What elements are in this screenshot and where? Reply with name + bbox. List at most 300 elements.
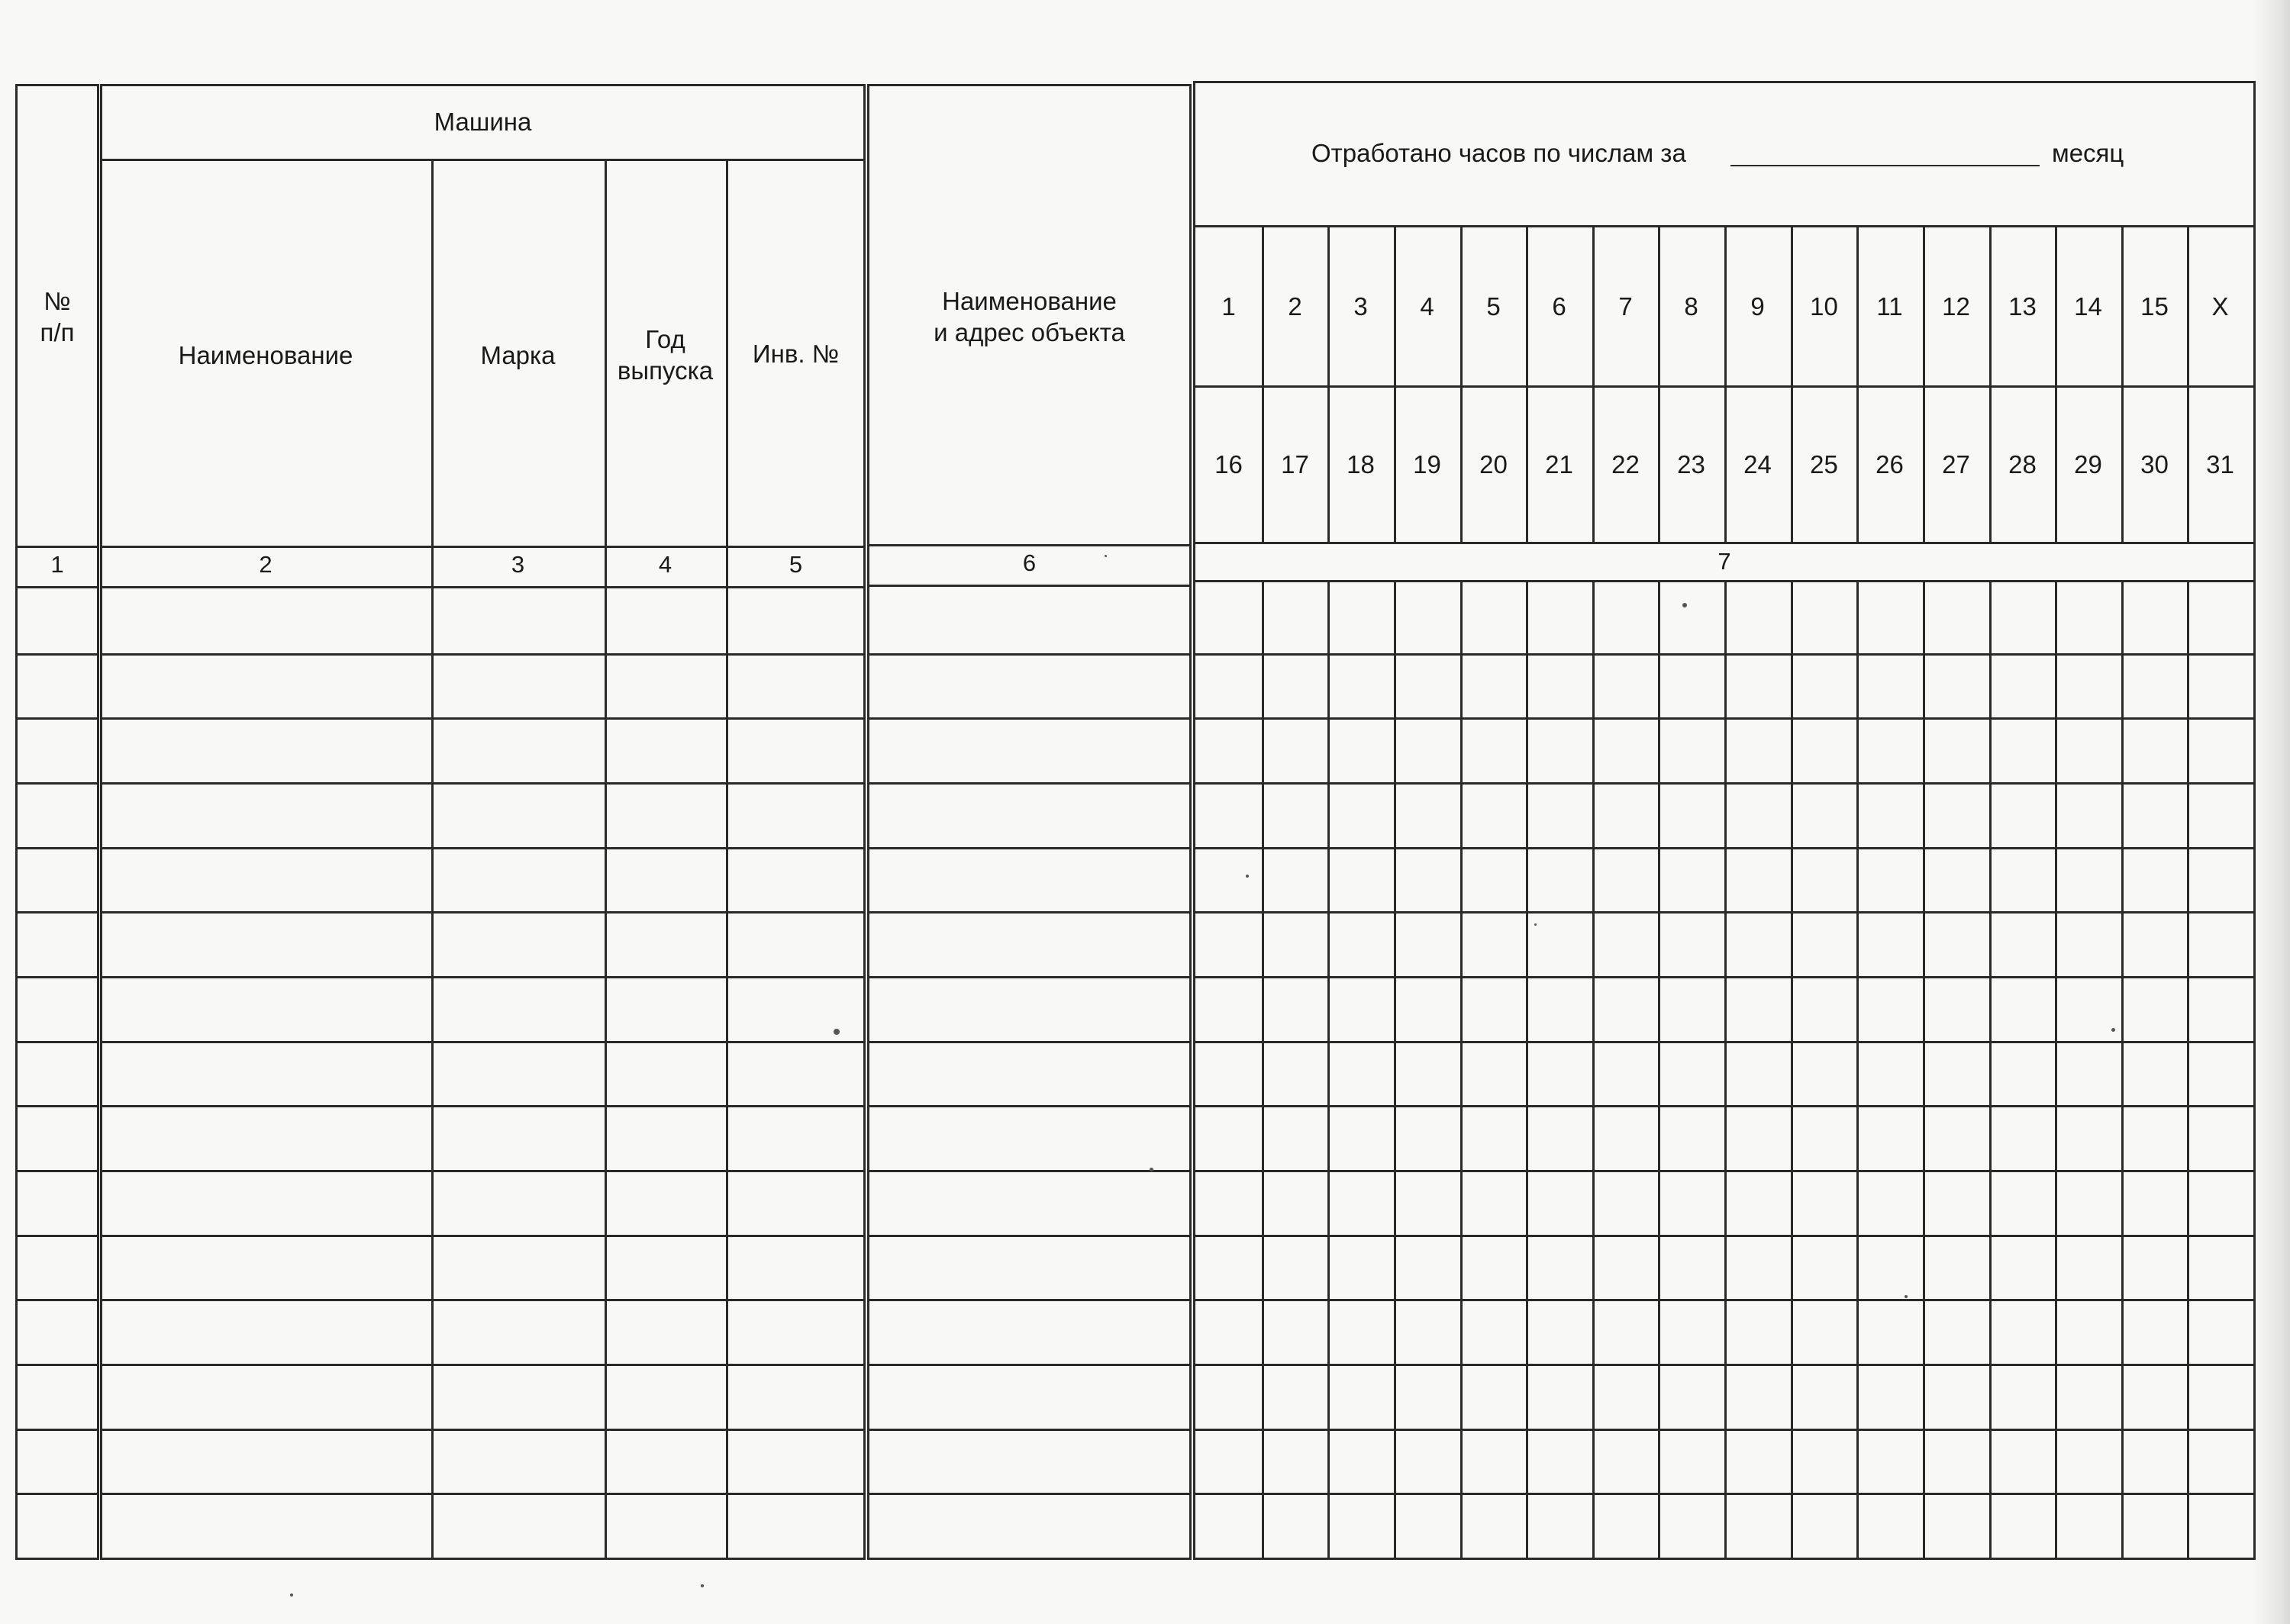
cell-hours[interactable]	[1463, 1301, 1526, 1363]
cell-machine-year[interactable]	[607, 1172, 726, 1234]
cell-row-number[interactable]	[18, 1237, 97, 1299]
cell-hours[interactable]	[1660, 978, 1724, 1040]
cell-hours[interactable]	[1859, 1431, 1922, 1493]
cell-hours[interactable]	[1859, 1043, 1922, 1105]
cell-machine-name[interactable]	[102, 656, 431, 717]
cell-hours[interactable]	[1595, 1237, 1658, 1299]
cell-object[interactable]	[869, 785, 1189, 846]
cell-hours[interactable]	[2124, 1107, 2187, 1169]
cell-hours[interactable]	[2189, 1495, 2253, 1557]
cell-hours[interactable]	[1925, 1366, 1988, 1428]
cell-hours[interactable]	[2189, 1301, 2253, 1363]
cell-hours[interactable]	[1330, 1431, 1393, 1493]
cell-hours[interactable]	[2057, 591, 2121, 652]
cell-hours[interactable]	[1463, 1107, 1526, 1169]
cell-hours[interactable]	[1330, 591, 1393, 652]
cell-machine-year[interactable]	[607, 1495, 726, 1557]
cell-hours[interactable]	[2189, 720, 2253, 781]
cell-hours[interactable]	[1528, 720, 1592, 781]
cell-hours[interactable]	[1793, 1043, 1856, 1105]
cell-machine-inv[interactable]	[728, 849, 863, 911]
cell-hours[interactable]	[1992, 1237, 2055, 1299]
cell-hours[interactable]	[1660, 1237, 1724, 1299]
cell-object[interactable]	[869, 1107, 1189, 1169]
cell-hours[interactable]	[1727, 849, 1790, 911]
cell-hours[interactable]	[1793, 978, 1856, 1040]
cell-object[interactable]	[869, 656, 1189, 717]
cell-hours[interactable]	[2124, 656, 2187, 717]
cell-machine-name[interactable]	[102, 1043, 431, 1105]
cell-hours[interactable]	[1859, 656, 1922, 717]
cell-hours[interactable]	[1859, 849, 1922, 911]
cell-hours[interactable]	[2124, 1043, 2187, 1105]
cell-hours[interactable]	[1859, 978, 1922, 1040]
cell-hours[interactable]	[1463, 591, 1526, 652]
cell-hours[interactable]	[1793, 1495, 1856, 1557]
cell-hours[interactable]	[1528, 1366, 1592, 1428]
cell-hours[interactable]	[1264, 720, 1327, 781]
cell-machine-name[interactable]	[102, 1172, 431, 1234]
cell-hours[interactable]	[1992, 1301, 2055, 1363]
cell-hours[interactable]	[1264, 1431, 1327, 1493]
cell-hours[interactable]	[2057, 1495, 2121, 1557]
cell-hours[interactable]	[1396, 656, 1459, 717]
cell-hours[interactable]	[2057, 1107, 2121, 1169]
cell-row-number[interactable]	[18, 720, 97, 781]
cell-hours[interactable]	[1660, 591, 1724, 652]
cell-hours[interactable]	[2124, 849, 2187, 911]
cell-hours[interactable]	[2057, 1301, 2121, 1363]
cell-hours[interactable]	[2189, 1237, 2253, 1299]
cell-hours[interactable]	[1925, 1237, 1988, 1299]
cell-hours[interactable]	[1528, 1172, 1592, 1234]
cell-hours[interactable]	[1859, 785, 1922, 846]
cell-hours[interactable]	[1528, 1107, 1592, 1169]
cell-machine-inv[interactable]	[728, 1237, 863, 1299]
cell-machine-year[interactable]	[607, 785, 726, 846]
cell-hours[interactable]	[1992, 1043, 2055, 1105]
cell-hours[interactable]	[1463, 978, 1526, 1040]
cell-hours[interactable]	[1463, 785, 1526, 846]
cell-machine-brand[interactable]	[434, 1237, 605, 1299]
cell-hours[interactable]	[1660, 849, 1724, 911]
cell-object[interactable]	[869, 720, 1189, 781]
cell-hours[interactable]	[2057, 720, 2121, 781]
cell-hours[interactable]	[2057, 849, 2121, 911]
cell-hours[interactable]	[1528, 785, 1592, 846]
cell-hours[interactable]	[1264, 1495, 1327, 1557]
cell-hours[interactable]	[1198, 1043, 1261, 1105]
cell-hours[interactable]	[1727, 1431, 1790, 1493]
cell-hours[interactable]	[1595, 978, 1658, 1040]
cell-hours[interactable]	[1793, 591, 1856, 652]
cell-hours[interactable]	[1198, 720, 1261, 781]
cell-hours[interactable]	[1198, 978, 1261, 1040]
cell-hours[interactable]	[1528, 1237, 1592, 1299]
cell-machine-inv[interactable]	[728, 1043, 863, 1105]
cell-hours[interactable]	[1463, 720, 1526, 781]
cell-hours[interactable]	[1264, 914, 1327, 975]
cell-machine-brand[interactable]	[434, 1301, 605, 1363]
cell-machine-inv[interactable]	[728, 914, 863, 975]
cell-hours[interactable]	[1925, 1107, 1988, 1169]
cell-machine-year[interactable]	[607, 1366, 726, 1428]
cell-hours[interactable]	[1330, 1301, 1393, 1363]
cell-row-number[interactable]	[18, 1301, 97, 1363]
cell-hours[interactable]	[1793, 914, 1856, 975]
cell-hours[interactable]	[1595, 1495, 1658, 1557]
cell-hours[interactable]	[1198, 914, 1261, 975]
cell-hours[interactable]	[1727, 785, 1790, 846]
cell-hours[interactable]	[1727, 656, 1790, 717]
cell-hours[interactable]	[1925, 1043, 1988, 1105]
cell-hours[interactable]	[1396, 914, 1459, 975]
cell-hours[interactable]	[1396, 1431, 1459, 1493]
cell-hours[interactable]	[1727, 1172, 1790, 1234]
cell-machine-name[interactable]	[102, 591, 431, 652]
cell-hours[interactable]	[2124, 1495, 2187, 1557]
month-input[interactable]	[1730, 134, 2040, 166]
cell-hours[interactable]	[1992, 849, 2055, 911]
cell-hours[interactable]	[1992, 1172, 2055, 1234]
cell-hours[interactable]	[2057, 1043, 2121, 1105]
cell-hours[interactable]	[1330, 720, 1393, 781]
cell-hours[interactable]	[1595, 656, 1658, 717]
cell-hours[interactable]	[1925, 720, 1988, 781]
cell-hours[interactable]	[1264, 1043, 1327, 1105]
cell-hours[interactable]	[1396, 591, 1459, 652]
cell-hours[interactable]	[1463, 1366, 1526, 1428]
cell-hours[interactable]	[1198, 1301, 1261, 1363]
cell-hours[interactable]	[2124, 720, 2187, 781]
cell-hours[interactable]	[1330, 914, 1393, 975]
cell-hours[interactable]	[1660, 914, 1724, 975]
cell-hours[interactable]	[2189, 591, 2253, 652]
cell-hours[interactable]	[1925, 785, 1988, 846]
cell-machine-brand[interactable]	[434, 1495, 605, 1557]
cell-hours[interactable]	[2189, 1172, 2253, 1234]
cell-hours[interactable]	[1727, 1301, 1790, 1363]
cell-hours[interactable]	[1660, 1301, 1724, 1363]
cell-row-number[interactable]	[18, 1431, 97, 1493]
cell-hours[interactable]	[1595, 1172, 1658, 1234]
cell-hours[interactable]	[1992, 1431, 2055, 1493]
cell-hours[interactable]	[1925, 1431, 1988, 1493]
cell-hours[interactable]	[1264, 656, 1327, 717]
cell-hours[interactable]	[2057, 1431, 2121, 1493]
cell-object[interactable]	[869, 1172, 1189, 1234]
cell-hours[interactable]	[1463, 656, 1526, 717]
cell-hours[interactable]	[1793, 785, 1856, 846]
cell-hours[interactable]	[1992, 591, 2055, 652]
cell-hours[interactable]	[1925, 1301, 1988, 1363]
cell-hours[interactable]	[1793, 1237, 1856, 1299]
cell-hours[interactable]	[1528, 1043, 1592, 1105]
cell-hours[interactable]	[1859, 1172, 1922, 1234]
cell-hours[interactable]	[1660, 1172, 1724, 1234]
cell-machine-inv[interactable]	[728, 1495, 863, 1557]
cell-hours[interactable]	[1330, 1366, 1393, 1428]
cell-hours[interactable]	[2189, 849, 2253, 911]
cell-machine-inv[interactable]	[728, 1172, 863, 1234]
cell-hours[interactable]	[1396, 1495, 1459, 1557]
cell-hours[interactable]	[1595, 1366, 1658, 1428]
cell-machine-year[interactable]	[607, 849, 726, 911]
cell-hours[interactable]	[2057, 785, 2121, 846]
cell-hours[interactable]	[1463, 914, 1526, 975]
cell-hours[interactable]	[2057, 1172, 2121, 1234]
cell-hours[interactable]	[1660, 656, 1724, 717]
cell-hours[interactable]	[1264, 591, 1327, 652]
cell-hours[interactable]	[1992, 720, 2055, 781]
cell-machine-year[interactable]	[607, 914, 726, 975]
cell-hours[interactable]	[2057, 914, 2121, 975]
cell-hours[interactable]	[1595, 849, 1658, 911]
cell-machine-year[interactable]	[607, 591, 726, 652]
cell-hours[interactable]	[1793, 720, 1856, 781]
cell-hours[interactable]	[1660, 720, 1724, 781]
cell-machine-brand[interactable]	[434, 1043, 605, 1105]
cell-hours[interactable]	[2124, 1237, 2187, 1299]
cell-hours[interactable]	[1330, 978, 1393, 1040]
cell-hours[interactable]	[2189, 656, 2253, 717]
cell-hours[interactable]	[1396, 1366, 1459, 1428]
cell-hours[interactable]	[1198, 1237, 1261, 1299]
cell-hours[interactable]	[2189, 1366, 2253, 1428]
cell-object[interactable]	[869, 978, 1189, 1040]
cell-machine-inv[interactable]	[728, 785, 863, 846]
cell-hours[interactable]	[1396, 978, 1459, 1040]
cell-machine-brand[interactable]	[434, 656, 605, 717]
cell-hours[interactable]	[2124, 785, 2187, 846]
cell-hours[interactable]	[1595, 591, 1658, 652]
cell-row-number[interactable]	[18, 849, 97, 911]
cell-machine-brand[interactable]	[434, 1172, 605, 1234]
cell-object[interactable]	[869, 591, 1189, 652]
cell-hours[interactable]	[1660, 1366, 1724, 1428]
cell-hours[interactable]	[1727, 591, 1790, 652]
cell-hours[interactable]	[1727, 914, 1790, 975]
cell-hours[interactable]	[1264, 978, 1327, 1040]
cell-hours[interactable]	[1727, 1366, 1790, 1428]
cell-hours[interactable]	[1925, 849, 1988, 911]
cell-hours[interactable]	[1925, 978, 1988, 1040]
cell-hours[interactable]	[1595, 1301, 1658, 1363]
cell-hours[interactable]	[1859, 1366, 1922, 1428]
cell-hours[interactable]	[1463, 1172, 1526, 1234]
cell-hours[interactable]	[1396, 1043, 1459, 1105]
cell-hours[interactable]	[1396, 1237, 1459, 1299]
cell-hours[interactable]	[1595, 1431, 1658, 1493]
cell-row-number[interactable]	[18, 914, 97, 975]
cell-hours[interactable]	[1396, 1172, 1459, 1234]
cell-hours[interactable]	[1859, 1237, 1922, 1299]
cell-hours[interactable]	[1660, 785, 1724, 846]
cell-hours[interactable]	[1330, 1107, 1393, 1169]
cell-object[interactable]	[869, 849, 1189, 911]
cell-hours[interactable]	[1264, 1366, 1327, 1428]
cell-hours[interactable]	[1660, 1107, 1724, 1169]
cell-machine-brand[interactable]	[434, 591, 605, 652]
cell-machine-name[interactable]	[102, 720, 431, 781]
cell-hours[interactable]	[2057, 1366, 2121, 1428]
cell-machine-year[interactable]	[607, 656, 726, 717]
cell-hours[interactable]	[1992, 1366, 2055, 1428]
cell-hours[interactable]	[1595, 1043, 1658, 1105]
cell-hours[interactable]	[1859, 1301, 1922, 1363]
cell-machine-brand[interactable]	[434, 914, 605, 975]
cell-hours[interactable]	[1198, 1495, 1261, 1557]
cell-hours[interactable]	[2189, 1043, 2253, 1105]
cell-hours[interactable]	[2057, 1237, 2121, 1299]
cell-object[interactable]	[869, 1301, 1189, 1363]
cell-hours[interactable]	[1396, 849, 1459, 911]
cell-hours[interactable]	[1793, 656, 1856, 717]
cell-object[interactable]	[869, 1431, 1189, 1493]
cell-hours[interactable]	[1396, 1107, 1459, 1169]
cell-machine-year[interactable]	[607, 1237, 726, 1299]
cell-machine-name[interactable]	[102, 1495, 431, 1557]
cell-hours[interactable]	[1198, 849, 1261, 911]
cell-row-number[interactable]	[18, 591, 97, 652]
cell-machine-name[interactable]	[102, 914, 431, 975]
cell-machine-year[interactable]	[607, 720, 726, 781]
cell-machine-brand[interactable]	[434, 849, 605, 911]
cell-object[interactable]	[869, 914, 1189, 975]
cell-hours[interactable]	[1727, 720, 1790, 781]
cell-machine-name[interactable]	[102, 1431, 431, 1493]
cell-hours[interactable]	[1925, 1172, 1988, 1234]
cell-row-number[interactable]	[18, 656, 97, 717]
cell-machine-inv[interactable]	[728, 591, 863, 652]
cell-hours[interactable]	[1528, 1301, 1592, 1363]
cell-hours[interactable]	[1528, 1495, 1592, 1557]
cell-hours[interactable]	[1992, 1107, 2055, 1169]
cell-hours[interactable]	[1793, 1107, 1856, 1169]
cell-machine-name[interactable]	[102, 1366, 431, 1428]
cell-hours[interactable]	[1528, 1431, 1592, 1493]
cell-machine-name[interactable]	[102, 1107, 431, 1169]
cell-hours[interactable]	[1660, 1431, 1724, 1493]
cell-hours[interactable]	[1330, 785, 1393, 846]
cell-hours[interactable]	[1793, 1301, 1856, 1363]
cell-hours[interactable]	[1198, 1366, 1261, 1428]
cell-hours[interactable]	[1660, 1495, 1724, 1557]
cell-row-number[interactable]	[18, 1107, 97, 1169]
cell-hours[interactable]	[1925, 656, 1988, 717]
cell-hours[interactable]	[1859, 1107, 1922, 1169]
cell-hours[interactable]	[1727, 1495, 1790, 1557]
cell-machine-inv[interactable]	[728, 1301, 863, 1363]
cell-hours[interactable]	[1595, 914, 1658, 975]
cell-hours[interactable]	[2124, 914, 2187, 975]
cell-row-number[interactable]	[18, 1495, 97, 1557]
cell-hours[interactable]	[1992, 785, 2055, 846]
cell-hours[interactable]	[1330, 1495, 1393, 1557]
cell-machine-brand[interactable]	[434, 978, 605, 1040]
cell-hours[interactable]	[1793, 849, 1856, 911]
cell-hours[interactable]	[1264, 1237, 1327, 1299]
cell-hours[interactable]	[1264, 785, 1327, 846]
cell-hours[interactable]	[1198, 1431, 1261, 1493]
cell-hours[interactable]	[1463, 1043, 1526, 1105]
cell-hours[interactable]	[1528, 914, 1592, 975]
cell-object[interactable]	[869, 1366, 1189, 1428]
cell-hours[interactable]	[1660, 1043, 1724, 1105]
cell-machine-name[interactable]	[102, 1237, 431, 1299]
cell-hours[interactable]	[1396, 785, 1459, 846]
cell-machine-name[interactable]	[102, 785, 431, 846]
cell-hours[interactable]	[1793, 1366, 1856, 1428]
cell-hours[interactable]	[1264, 849, 1327, 911]
cell-hours[interactable]	[2189, 785, 2253, 846]
cell-row-number[interactable]	[18, 785, 97, 846]
cell-hours[interactable]	[2057, 656, 2121, 717]
cell-hours[interactable]	[1859, 591, 1922, 652]
cell-hours[interactable]	[2124, 1172, 2187, 1234]
cell-machine-inv[interactable]	[728, 720, 863, 781]
cell-hours[interactable]	[1727, 978, 1790, 1040]
cell-machine-inv[interactable]	[728, 978, 863, 1040]
cell-hours[interactable]	[1992, 656, 2055, 717]
cell-hours[interactable]	[1198, 656, 1261, 717]
cell-row-number[interactable]	[18, 1043, 97, 1105]
cell-hours[interactable]	[1727, 1107, 1790, 1169]
cell-hours[interactable]	[1727, 1043, 1790, 1105]
cell-hours[interactable]	[1992, 1495, 2055, 1557]
cell-hours[interactable]	[1992, 914, 2055, 975]
cell-machine-brand[interactable]	[434, 1431, 605, 1493]
cell-hours[interactable]	[1925, 1495, 1988, 1557]
cell-hours[interactable]	[1793, 1431, 1856, 1493]
cell-hours[interactable]	[1330, 1043, 1393, 1105]
cell-machine-inv[interactable]	[728, 1431, 863, 1493]
cell-hours[interactable]	[2124, 1301, 2187, 1363]
cell-hours[interactable]	[2124, 978, 2187, 1040]
cell-hours[interactable]	[2189, 1107, 2253, 1169]
cell-machine-year[interactable]	[607, 1107, 726, 1169]
cell-machine-inv[interactable]	[728, 1107, 863, 1169]
cell-hours[interactable]	[1198, 785, 1261, 846]
cell-hours[interactable]	[2124, 1366, 2187, 1428]
cell-hours[interactable]	[1859, 1495, 1922, 1557]
cell-hours[interactable]	[1396, 1301, 1459, 1363]
cell-machine-name[interactable]	[102, 849, 431, 911]
cell-hours[interactable]	[1330, 1237, 1393, 1299]
cell-hours[interactable]	[1925, 914, 1988, 975]
cell-hours[interactable]	[2124, 1431, 2187, 1493]
cell-hours[interactable]	[1264, 1301, 1327, 1363]
cell-hours[interactable]	[1463, 1237, 1526, 1299]
cell-row-number[interactable]	[18, 978, 97, 1040]
cell-machine-brand[interactable]	[434, 1366, 605, 1428]
cell-hours[interactable]	[2189, 978, 2253, 1040]
cell-hours[interactable]	[1595, 785, 1658, 846]
cell-machine-inv[interactable]	[728, 1366, 863, 1428]
cell-machine-year[interactable]	[607, 1431, 726, 1493]
cell-hours[interactable]	[1264, 1172, 1327, 1234]
cell-machine-brand[interactable]	[434, 720, 605, 781]
cell-machine-brand[interactable]	[434, 785, 605, 846]
cell-hours[interactable]	[1727, 1237, 1790, 1299]
cell-machine-brand[interactable]	[434, 1107, 605, 1169]
cell-hours[interactable]	[1198, 1172, 1261, 1234]
cell-hours[interactable]	[1595, 1107, 1658, 1169]
cell-hours[interactable]	[1198, 591, 1261, 652]
cell-hours[interactable]	[1793, 1172, 1856, 1234]
cell-hours[interactable]	[1463, 1431, 1526, 1493]
cell-hours[interactable]	[2189, 914, 2253, 975]
